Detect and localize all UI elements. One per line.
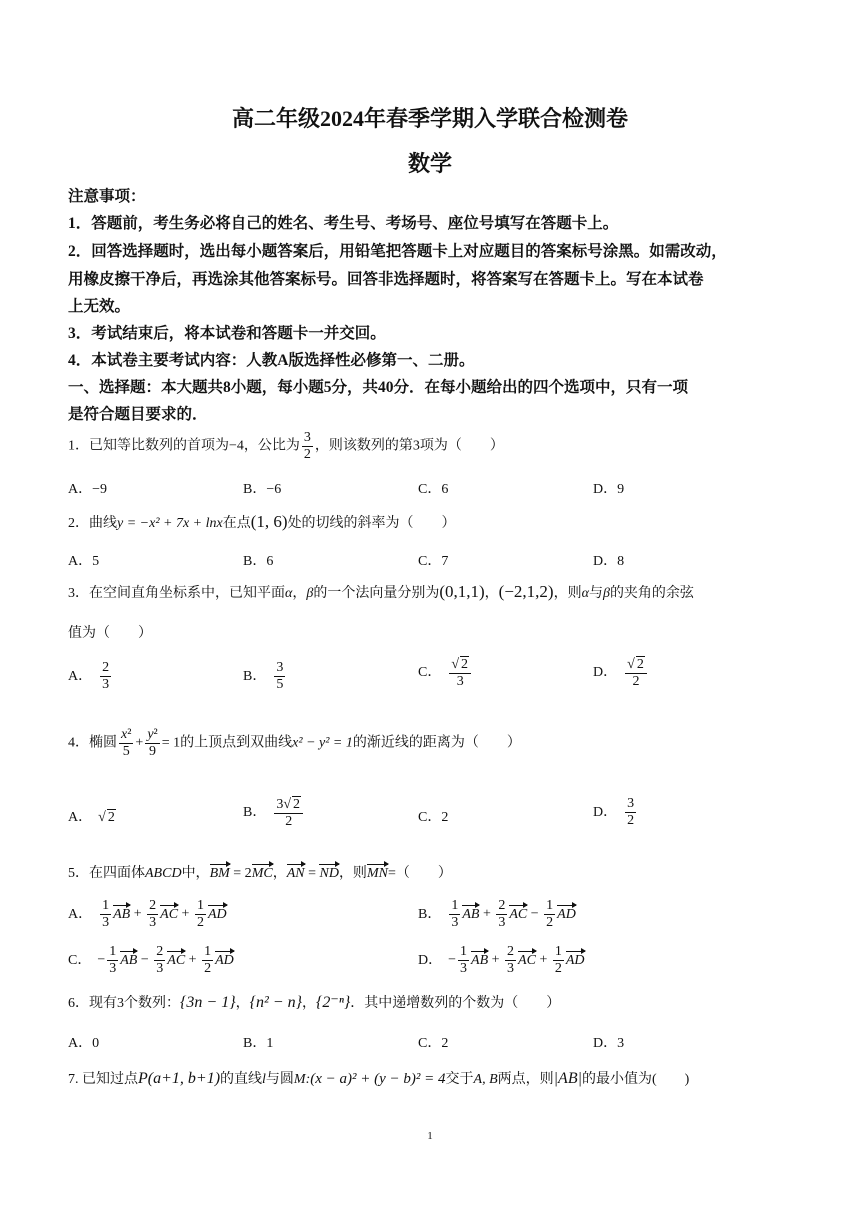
q3-option-c: C． √ $\frac{2}{3}$ — [418, 656, 473, 690]
q6-option-b: B．1 — [243, 1036, 274, 1051]
notice-line-4: 4．本试卷主要考试内容：人教A版选择性必修第一、二册。 — [68, 352, 475, 369]
q1-option-a: A．−9 — [68, 482, 108, 497]
q3-option-a: A． $\frac{2}{3}$ — [68, 660, 110, 692]
q2-option-a: A．5 — [68, 554, 100, 569]
question-1: 1．已知等比数列的首项为−4，公比为 $\frac{3}{2}$ ，则该数列的第3项为（ ） — [68, 430, 504, 462]
q6-option-a: A．0 — [68, 1036, 100, 1051]
q5-option-b: B． $\frac{1}{3}$ AB + $\frac{2}{3}$ AC − $\frac{1}{2}$ AD — [418, 898, 576, 930]
q5-option-d: D． − $\frac{1}{3}$ AB + $\frac{2}{3}$ AC + $\frac{1}{2}$ AD — [418, 944, 585, 976]
notice-line-2c: 上无效。 — [68, 298, 131, 315]
q3-option-b: B． $\frac{3}{5}$ — [243, 660, 284, 692]
ratio-fraction: $\frac{3}{2}$ — [303, 430, 311, 462]
q5-option-c: C． − $\frac{1}{3}$ AB − $\frac{2}{3}$ AC + $\frac{1}{2}$ AD — [68, 944, 234, 976]
q4-option-b: B． $\frac{3√ 2}{2}$ — [243, 796, 305, 830]
q4-option-c: C．2 — [418, 810, 449, 825]
q1-option-d: D．9 — [593, 482, 625, 497]
q2-option-d: D．8 — [593, 554, 625, 569]
notice-line-3: 3．考试结束后，将本试卷和答题卡一并交回。 — [68, 325, 386, 342]
q6-option-c: C．2 — [418, 1036, 449, 1051]
q6-option-d: D．3 — [593, 1036, 625, 1051]
subject-title: 数学 — [407, 151, 452, 176]
question-4: 4．椭圆 $\frac{\text{x²}}{5}$ + $\frac{\text{y²}}{9}$ = 1的上顶点到双曲线x² − y² = 1的渐近线的距离为（ ） — [68, 727, 521, 759]
question-2: 2．曲线y = −x² + 7x + lnx在点(1, 6)处的切线的斜率为（ ） — [68, 512, 456, 531]
exam-title: 高二年级2024年春季学期入学联合检测卷 — [231, 106, 628, 131]
question-5: 5．在四面体ABCD中，BM = 2MC，AN = ND，则MN=（ ） — [68, 866, 452, 881]
question-3: 3．在空间直角坐标系中，已知平面α，β的一个法向量分别为(0,1,1)，(−2,1,2)，则α与β的夹角的余弦 — [68, 582, 694, 601]
notice-heading: 注意事项： — [68, 188, 146, 205]
notice-line-2a: 2．回答选择题时，选出每小题答案后，用铅笔把答题卡上对应题目的答案标号涂黑。如需改动， — [68, 243, 727, 260]
question-7: 7. 已知过点P(a+1, b+1)的直线l与圆M:(x − a)² + (y − b)² = 4交于A, B两点，则|AB|的最小值为( ) — [68, 1070, 690, 1087]
q1-option-c: C．6 — [418, 482, 449, 497]
section-header-1: 一、选择题：本大题共8小题，每小题5分，共40分．在每小题给出的四个选项中，只有一项 — [68, 379, 689, 396]
section-header-2: 是符合题目要求的． — [68, 406, 208, 423]
notice-line-2b: 用橡皮擦干净后，再选涂其他答案标号。回答非选择题时，将答案写在答题卡上。写在本试卷 — [68, 271, 704, 288]
notice-line-1: 1．答题前，考生务必将自己的姓名、考生号、考场号、座位号填写在答题卡上。 — [68, 215, 619, 232]
q5-option-a: A． $\frac{1}{3}$ AB + $\frac{2}{3}$ AC + $\frac{1}{2}$ AD — [68, 898, 227, 930]
question-6: 6．现有3个数列：{3n − 1}，{n² − n}，{2⁻ⁿ}．其中递增数列的个数为（ ） — [68, 994, 561, 1011]
q1-option-b: B．−6 — [243, 482, 282, 497]
q3-option-d: D． √ $\frac{2}{2}$ — [593, 656, 649, 690]
q4-option-d: D． $\frac{3}{2}$ — [593, 796, 635, 828]
q4-option-a: A．√ 2 — [68, 806, 116, 826]
page-number: 1 — [427, 1130, 433, 1142]
q2-option-b: B．6 — [243, 554, 274, 569]
q2-option-c: C．7 — [418, 554, 449, 569]
question-3-line-2: 值为（ ） — [68, 626, 152, 641]
